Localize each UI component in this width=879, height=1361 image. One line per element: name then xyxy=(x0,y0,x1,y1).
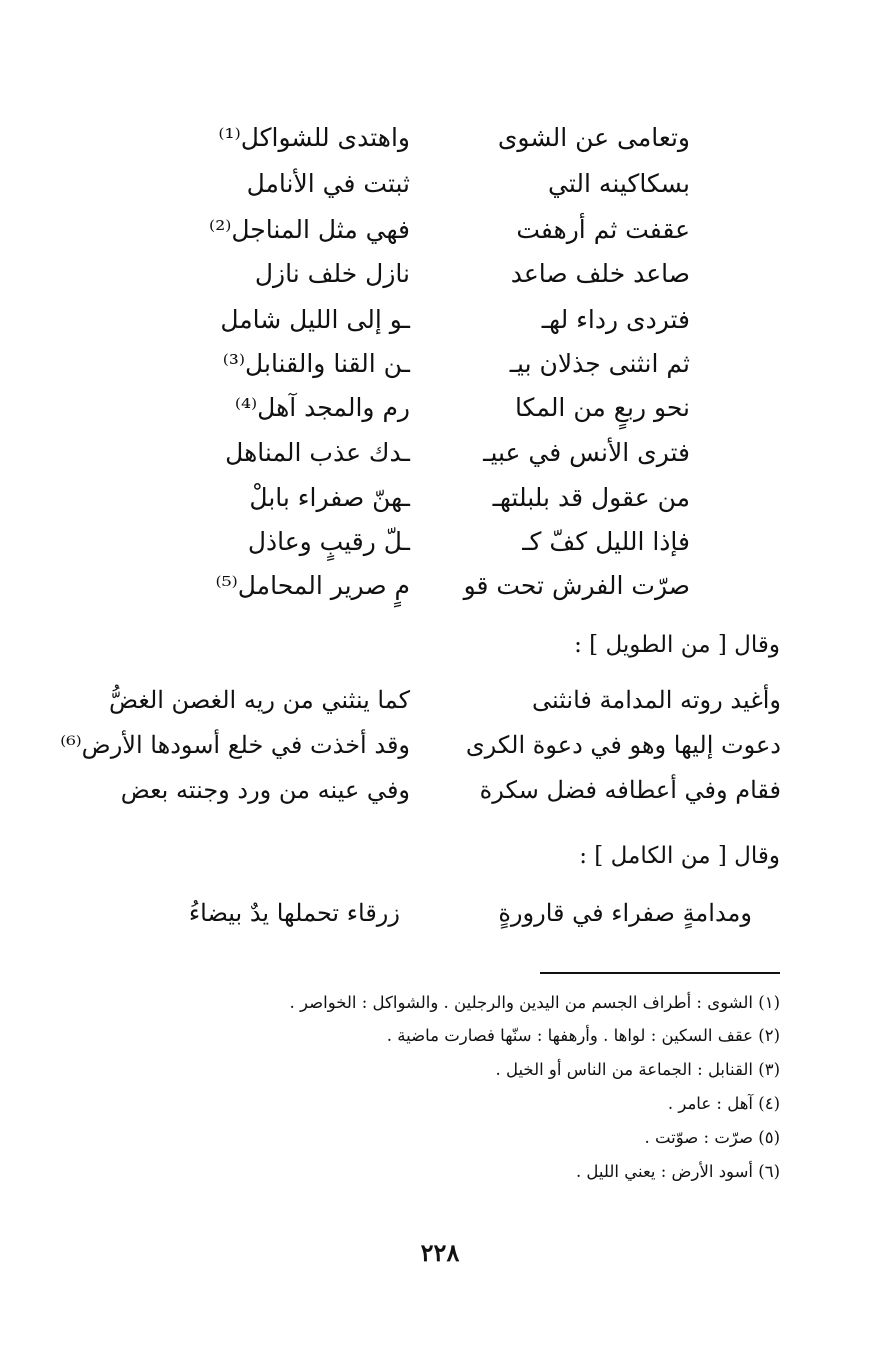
verse-5-second-hemistich: ـو إلى الليل شامل xyxy=(220,305,410,334)
verse-6-first-hemistich: ثم انثنى جذلان بيـ xyxy=(509,349,690,378)
section-heading-kamil: وقال [ من الكامل ] : xyxy=(579,843,780,869)
verse-7-first-hemistich: نحو ربعٍ من المكا xyxy=(514,393,690,422)
verse-11-second-hemistich: مٍ صرير المحامل⁽⁵⁾ xyxy=(215,571,410,600)
verse-9-second-hemistich: ـهنّ صفراء بابلْ xyxy=(249,483,410,512)
section-heading-tawil: وقال [ من الطويل ] : xyxy=(574,632,780,658)
footnote-5: (٥) صرّت : صوّتت . xyxy=(644,1128,780,1147)
verse-8-first-hemistich: فترى الأنس في عبيـ xyxy=(483,438,690,467)
tawil-verse-1-second-hemistich: كما ينثني من ريه الغصن الغضُّ xyxy=(108,686,410,714)
tawil-verse-2-first-hemistich: دعوت إليها وهو في دعوة الكرى xyxy=(465,731,781,759)
verse-7-second-hemistich: رم والمجد آهل⁽⁴⁾ xyxy=(234,393,410,422)
kamil-verse-1-first-hemistich: ومدامةٍ صفراء في قارورةٍ xyxy=(498,899,752,927)
verse-10-first-hemistich: فإذا الليل كفّ كـ xyxy=(522,527,690,556)
footnote-separator xyxy=(540,972,780,974)
footnote-3: (٣) القنابل : الجماعة من الناس أو الخيل . xyxy=(495,1060,780,1079)
verse-4-second-hemistich: نازل خلف نازل xyxy=(254,259,410,288)
verse-4-first-hemistich: صاعد خلف صاعد xyxy=(510,259,690,288)
verse-9-first-hemistich: من عقول قد بلبلتهـ xyxy=(492,483,690,512)
verse-1-second-hemistich: واهتدى للشواكل⁽¹⁾ xyxy=(218,123,410,152)
kamil-verse-1-second-hemistich: زرقاء تحملها يدٌ بيضاءُ xyxy=(188,899,400,927)
verse-3-first-hemistich: عقفت ثم أرهفت xyxy=(516,215,690,244)
verse-11-first-hemistich: صرّت الفرش تحت قو xyxy=(463,571,690,600)
verse-10-second-hemistich: ـلّ رقيبٍ وعاذل xyxy=(247,527,410,556)
tawil-verse-1-first-hemistich: وأغيد روته المدامة فانثنى xyxy=(531,686,781,714)
verse-2-first-hemistich: بسكاكينه التي xyxy=(548,169,690,198)
verse-8-second-hemistich: ـدك عذب المناهل xyxy=(225,438,410,467)
tawil-verse-3-first-hemistich: فقام وفي أعطافه فضل سكرة xyxy=(479,776,781,804)
verse-3-second-hemistich: فهي مثل المناجل⁽²⁾ xyxy=(209,215,410,244)
tawil-verse-3-second-hemistich: وفي عينه من ورد وجنته بعض xyxy=(120,776,410,804)
page-number: ٢٢٨ xyxy=(420,1238,460,1267)
footnote-1: (١) الشوى : أطراف الجسم من اليدين والرجلين . والشواكل : الخواصر . xyxy=(289,993,780,1012)
verse-1-first-hemistich: وتعامى عن الشوى xyxy=(497,123,690,152)
footnote-4: (٤) آهل : عامر . xyxy=(667,1094,780,1113)
tawil-verse-2-second-hemistich: وقد أخذت في خلع أسودها الأرض⁽⁶⁾ xyxy=(60,731,410,759)
verse-2-second-hemistich: ثبتت في الأنامل xyxy=(246,169,410,198)
footnote-6: (٦) أسود الأرض : يعني الليل . xyxy=(575,1162,780,1181)
verse-5-first-hemistich: فتردى رداء لهـ xyxy=(541,305,690,334)
footnote-2: (٢) عقف السكين : لواها . وأرهفها : سنّها فصارت ماضية . xyxy=(386,1026,780,1045)
verse-6-second-hemistich: ـن القنا والقنابل⁽³⁾ xyxy=(222,349,410,378)
